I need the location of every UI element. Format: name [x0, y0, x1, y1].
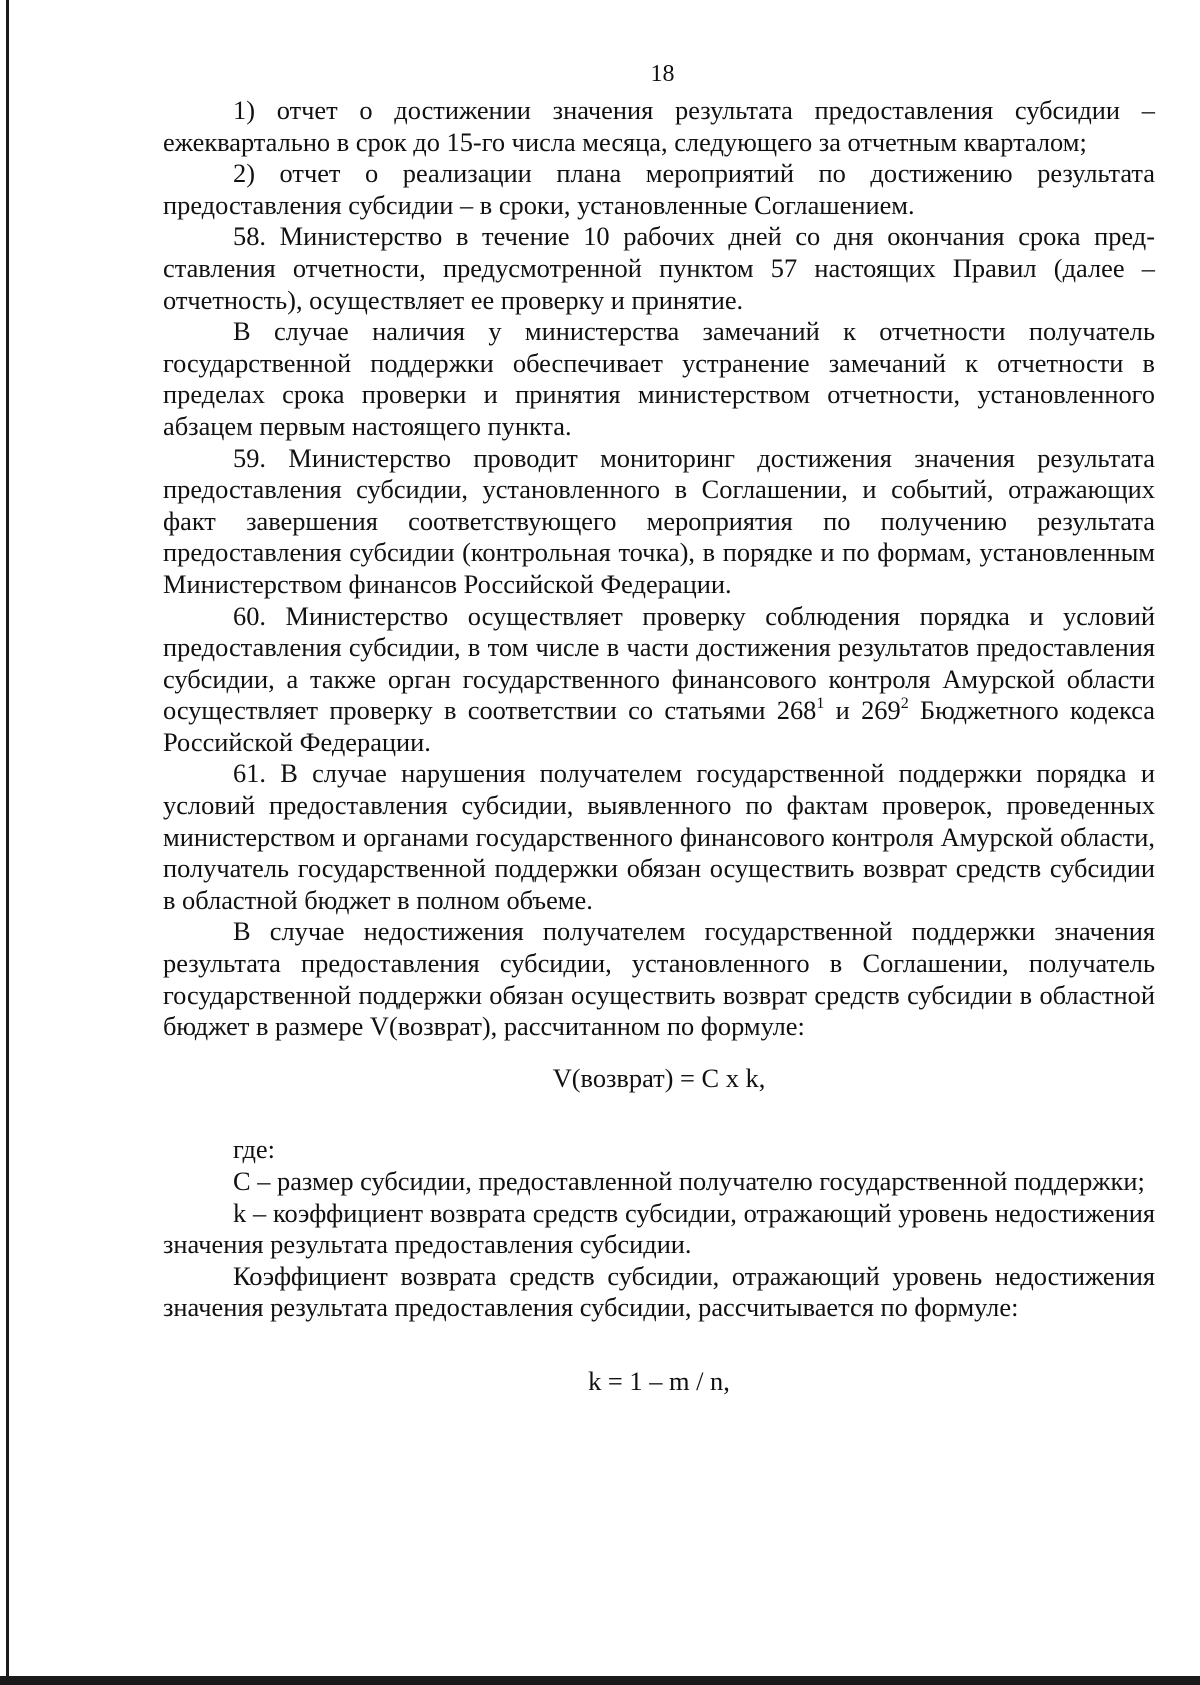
paragraph-report-plan: 2) отчет о реализации плана мероприятий по достижению результата предоставления субсидии – в сроки, установленные Соглашением.: [163, 158, 1155, 220]
paragraph-60-text-end: Бюджетного кодекса Российской Федерации.: [163, 695, 1156, 757]
definition-k: k – коэффициент возврата средств субсидии, отражающий уровень недостижения значения результата предоставления субсидии.: [163, 1197, 1155, 1260]
paragraph-report-quarterly: 1) отчет о достижении значения результата предоставления субсидии – ежеквартально в срок до 15-го числа месяца, следующего за отчетным кварталом;: [163, 95, 1155, 157]
paragraph-59: 59. Министерство проводит мониторинг достижения значения результата предоставления субсидии, установленного в Соглашении, и событий, отражающих факт завершения соответствующего мероприятия по получению результата предоставления субсидии (контрольная точка), в порядке и по формам, установленным Министерством финансов Российской Федерации.: [163, 442, 1155, 599]
paragraph-58: 58. Министерство в течение 10 рабочих дней со дня окончания срока представления отчетности, предусмотренной пунктом 57 настоящих Правил (далее – отчетность), осуществляет ее проверку и принятие.: [163, 221, 1155, 315]
page-number: 18: [650, 61, 675, 87]
paragraph-60: [163, 601, 1155, 759]
formula-refund-volume: V(возврат) = C x k,: [552, 1062, 766, 1093]
document-body: [163, 95, 1155, 1398]
superscript-268: 1: [816, 695, 825, 713]
formula-coefficient-k: k = 1 – m / n,: [588, 1365, 730, 1396]
where-label: где:: [233, 1134, 275, 1165]
paragraph-58-remarks: В случае наличия у министерства замечаний к отчетности получатель государственной поддержки обеспечивает устранение замечаний к отчетности в пределах срока проверки и принятия министерством отчетности, установленного абзацем первым настоящего пункта.: [163, 316, 1155, 441]
paragraph-61-non-achievement: В случае недостижения получателем государственной поддержки значения результата предоставления субсидии, установленного в Соглашении, получатель государственной поддержки обязан осуществить возврат средств субсидии в областной бюджет в размере V(возврат), рассчитанном по формуле:: [163, 916, 1155, 1042]
scan-border-left: [6, 0, 9, 1685]
paragraph-60-text-and: и 269: [824, 695, 901, 726]
paragraph-61: 61. В случае нарушения получателем государственной поддержки порядка и условий предоставления субсидии, выявленного по фактам проверок, проведенных министерством и органами государственного финансового контроля Амурской области, получатель государственной поддержки обязан осуществить возврат средств субсидии в областной бюджет в полном объеме.: [163, 758, 1155, 915]
definition-c: C – размер субсидии, предоставленной получателю государственной поддержки;: [233, 1166, 1145, 1196]
paragraph-60-text: 60. Министерство осуществляет проверку соблюдения порядка и условий предоставления субсидии, в том числе в части достижения результатов предоставления субсидии, а также орган государственного финансового контроля Амурской области осуществляет проверку в соответствии со статьями 268: [163, 600, 1155, 726]
paragraph-coefficient: Коэффициент возврата средств субсидии, отражающий уровень недостижения значения результата предоставления субсидии, рассчитывается по формуле:: [163, 1260, 1155, 1323]
scan-border-bottom: [0, 1676, 1200, 1685]
superscript-269: 2: [900, 695, 909, 713]
